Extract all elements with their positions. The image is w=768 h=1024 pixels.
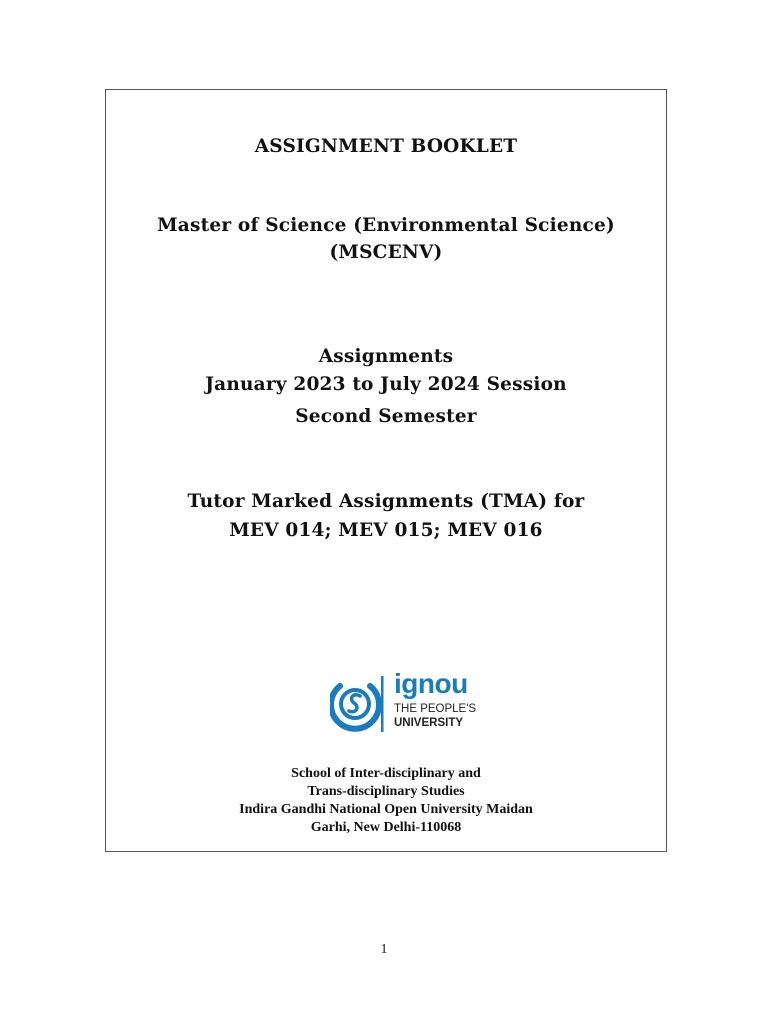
address-line-1: School of Inter-disciplinary and [291, 766, 481, 781]
programme-title: Master of Science (Environmental Science) [157, 215, 615, 236]
assignments-label: Assignments [318, 346, 454, 367]
session-label: January 2023 to July 2024 Session [205, 374, 567, 395]
address-line-2: Trans-disciplinary Studies [307, 784, 465, 799]
ignou-wordmark: ignou [394, 668, 468, 699]
cover-frame [105, 89, 667, 852]
logo-tagline: THE PEOPLE'S [394, 703, 477, 715]
tma-title: Tutor Marked Assignments (TMA) for [187, 491, 585, 512]
ignou-emblem-icon [330, 672, 390, 736]
address-line-4: Garhi, New Delhi-110068 [310, 820, 462, 835]
page-number: 1 [380, 942, 388, 957]
programme-code: (MSCENV) [329, 242, 443, 263]
address-line-3: Indira Gandhi National Open University Maidan [239, 802, 533, 817]
logo-tagline-university: UNIVERSITY [394, 717, 464, 729]
ignou-logo [330, 668, 477, 736]
semester-label: Second Semester [295, 406, 477, 427]
course-codes: MEV 014; MEV 015; MEV 016 [229, 520, 543, 541]
booklet-heading: ASSIGNMENT BOOKLET [254, 136, 518, 157]
